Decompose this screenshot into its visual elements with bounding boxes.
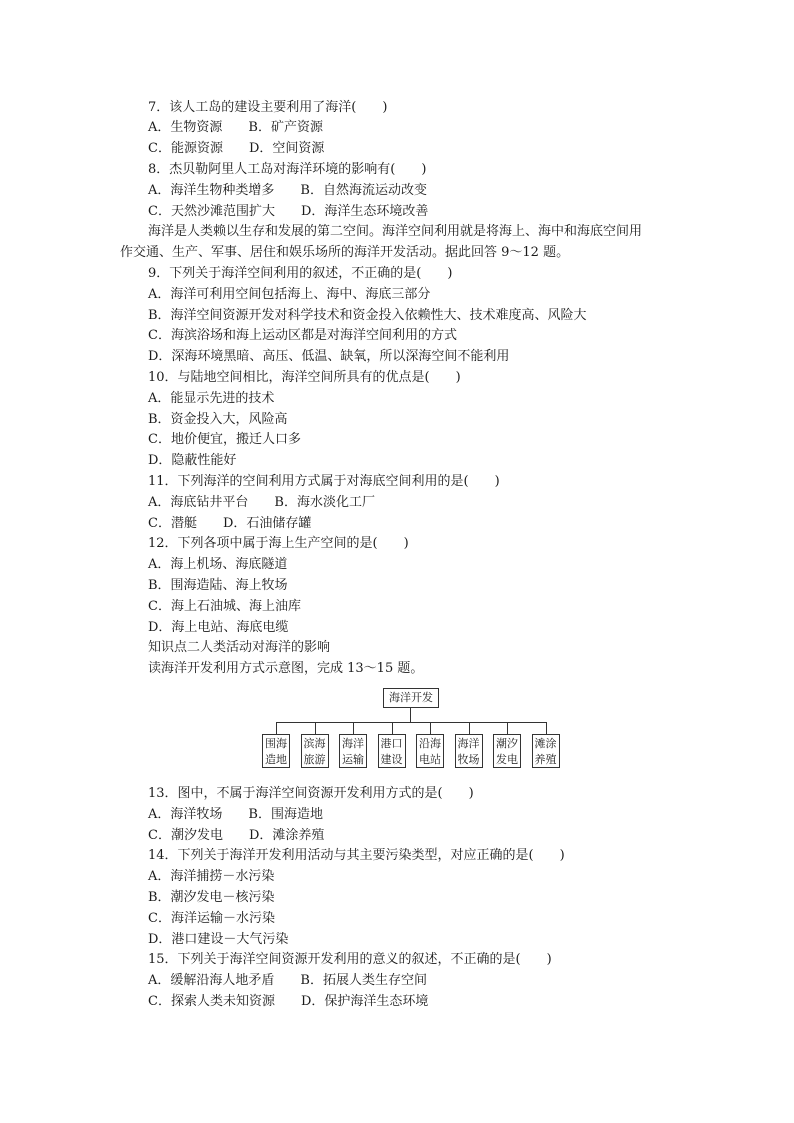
- diagram-item-box: [455, 734, 483, 768]
- diagram-connector: [276, 722, 546, 723]
- diagram-connector: [276, 722, 277, 734]
- option-line: A．缓解沿海人地矛盾 B．拓展人类生存空间: [148, 973, 427, 988]
- diagram-item-label: 港口: [380, 737, 403, 750]
- question-stem: 14．下列关于海洋开发利用活动与其主要污染类型，对应正确的是( ): [148, 848, 565, 863]
- diagram-item-label: 潮汐: [496, 737, 518, 750]
- option-line: A．生物资源 B．矿产资源: [148, 120, 323, 135]
- diagram-connector: [392, 722, 393, 734]
- option-line: D．深海环境黑暗、高压、低温、缺氧，所以深海空间不能利用: [148, 349, 510, 364]
- diagram-connector: [410, 708, 411, 722]
- diagram-item-label: 旅游: [303, 753, 326, 766]
- option-line: C．能源资源 D．空间资源: [148, 141, 325, 156]
- diagram-item-box: [262, 734, 290, 768]
- diagram-connector: [469, 722, 470, 734]
- diagram-connector: [546, 722, 547, 734]
- diagram-item-label: 滩涂: [534, 737, 557, 750]
- diagram-item-label: 围海: [265, 737, 287, 750]
- option-line: 知识点二人类活动对海洋的影响: [148, 640, 331, 655]
- option-line: D．隐蔽性能好: [148, 453, 237, 468]
- diagram-item-label: 造地: [265, 753, 287, 766]
- option-line: A．海上机场、海底隧道: [148, 557, 288, 572]
- question-stem: 9．下列关于海洋空间利用的叙述，不正确的是( ): [148, 266, 453, 281]
- question-stem: 15．下列关于海洋空间资源开发利用的意义的叙述，不正确的是( ): [148, 952, 552, 967]
- diagram-item-box: [301, 734, 329, 768]
- diagram-item-label: 滨海: [303, 737, 326, 750]
- option-line: 读海洋开发利用方式示意图，完成 13～15 题。: [148, 661, 424, 676]
- diagram-item-box: [378, 734, 406, 768]
- option-line: C．海洋运输－水污染: [148, 911, 275, 926]
- option-line: B．围海造陆、海上牧场: [148, 578, 288, 593]
- diagram-item-box: [532, 734, 560, 768]
- option-line: C．探索人类未知资源 D．保护海洋生态环境: [148, 994, 429, 1009]
- passage-line: 海洋是人类赖以生存和发展的第二空间。海洋空间利用就是将海上、海中和海底空间用: [148, 224, 643, 239]
- question-stem: 7．该人工岛的建设主要利用了海洋( ): [148, 100, 388, 115]
- diagram-item-label: 建设: [380, 753, 403, 766]
- option-line: A．海底钻井平台 B．海水淡化工厂: [148, 495, 375, 510]
- question-stem: 11．下列海洋的空间利用方式属于对海底空间利用的是( ): [148, 474, 500, 489]
- diagram-item-label: 电站: [419, 753, 441, 766]
- diagram-connector: [353, 722, 354, 734]
- diagram-item-label: 沿海: [419, 737, 441, 750]
- diagram-connector: [315, 722, 316, 734]
- question-stem: 10．与陆地空间相比，海洋空间所具有的优点是( ): [148, 370, 461, 385]
- diagram-item-label: 海洋: [342, 737, 364, 750]
- option-line: A．海洋生物种类增多 B．自然海流运动改变: [148, 183, 427, 198]
- option-line: B．资金投入大，风险高: [148, 412, 288, 427]
- diagram-item-label: 牧场: [457, 753, 480, 766]
- option-line: C．潜艇 D．石油储存罐: [148, 516, 312, 531]
- option-line: D．海上电站、海底电缆: [148, 620, 289, 635]
- option-line: A．海洋牧场 B．围海造地: [148, 807, 323, 822]
- diagram-root-box: 海洋开发: [383, 688, 439, 708]
- question-stem: 13．图中，不属于海洋空间资源开发利用方式的是( ): [148, 786, 474, 801]
- ocean-development-diagram: [258, 688, 560, 774]
- diagram-item-label: 发电: [496, 753, 518, 766]
- option-line: B．海洋空间资源开发对科学技术和资金投入依赖性大、技术难度高、风险大: [148, 308, 587, 323]
- option-line: C．天然沙滩范围扩大 D．海洋生态环境改善: [148, 204, 429, 219]
- option-line: C．海上石油城、海上油库: [148, 599, 301, 614]
- diagram-connector: [507, 722, 508, 734]
- option-line: A．海洋捕捞－水污染: [148, 869, 275, 884]
- question-stem: 12．下列各项中属于海上生产空间的是( ): [148, 536, 409, 551]
- question-stem: 8．杰贝勒阿里人工岛对海洋环境的影响有( ): [148, 162, 427, 177]
- diagram-item-label: 养殖: [534, 753, 557, 766]
- diagram-item-box: [416, 734, 444, 768]
- diagram-item-label: 海洋: [457, 737, 480, 750]
- option-line: B．潮汐发电－核污染: [148, 890, 275, 905]
- diagram-connector: [430, 722, 431, 734]
- option-line: C．地价便宜，搬迁人口多: [148, 432, 301, 447]
- option-line: C．海滨浴场和海上运动区都是对海洋空间利用的方式: [148, 328, 457, 343]
- diagram-item-box: [339, 734, 367, 768]
- option-line: D．港口建设－大气污染: [148, 932, 289, 947]
- option-line: A．能显示先进的技术: [148, 391, 275, 406]
- diagram-item-box: [493, 734, 521, 768]
- option-line: A．海洋可利用空间包括海上、海中、海底三部分: [148, 287, 431, 302]
- option-line: C．潮汐发电 D．滩涂养殖: [148, 828, 325, 843]
- diagram-item-label: 运输: [342, 753, 364, 766]
- passage-line: 作交通、生产、军事、居住和娱乐场所的海洋开发活动。据此回答 9～12 题。: [120, 245, 570, 260]
